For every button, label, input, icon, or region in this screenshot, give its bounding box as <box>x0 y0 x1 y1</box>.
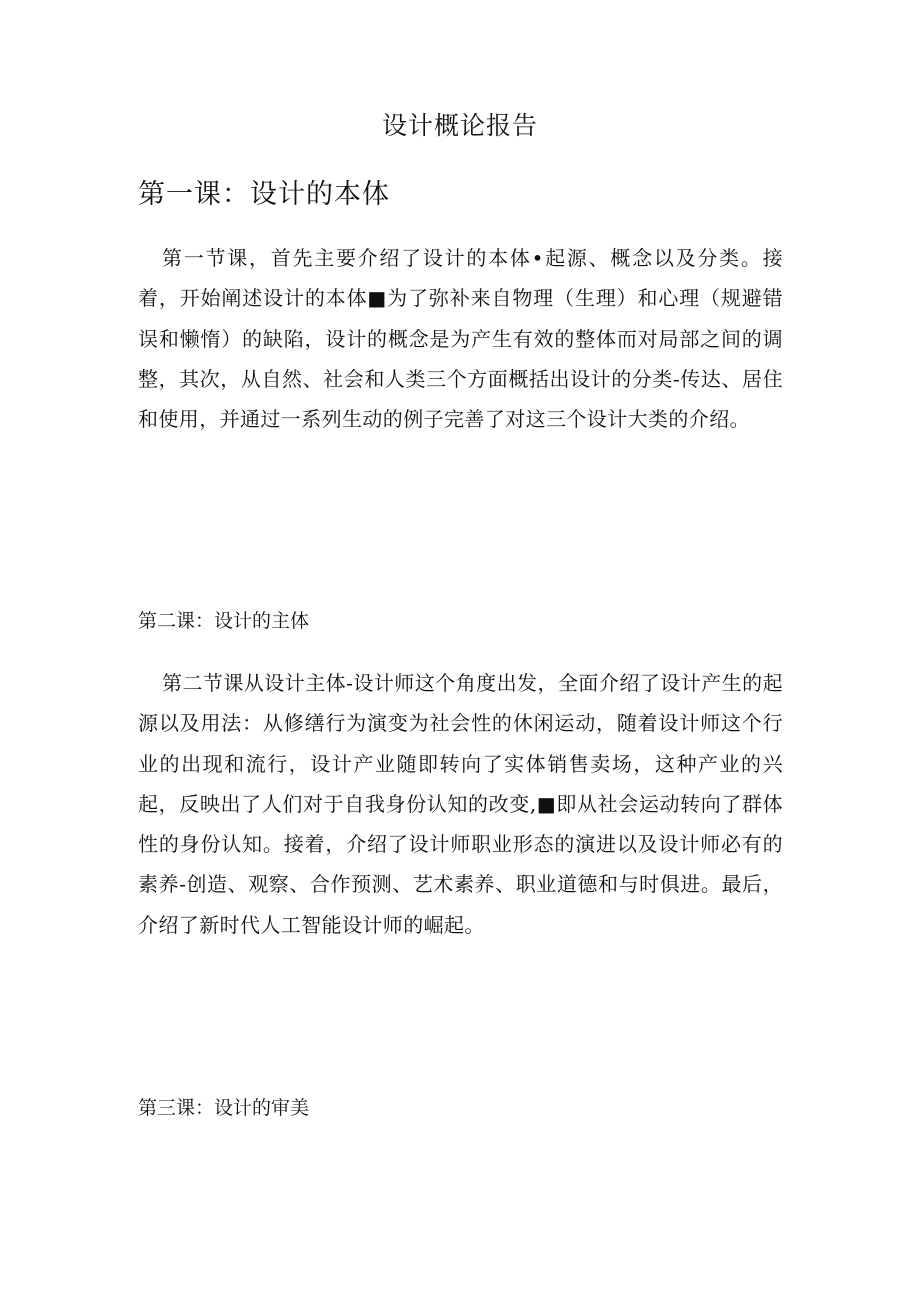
section-body-lesson-1: 第一节课，首先主要介绍了设计的本体•起源、概念以及分类。接着，开始阐述设计的本体■为了弥补来自物理（生理）和心理（规避错误和懒惰）的缺陷，设计的概念是为产生有效的整体而对局部之间的调整，其次，从自然、社会和人类三个方面概括出设计的分类-传达、居住和使用，并通过一系列生动的例子完善了对这三个设计大类的介绍。 <box>138 246 783 432</box>
section-heading-lesson-1: 第一课：设计的本体 <box>138 179 390 210</box>
section-heading-lesson-3: 第三课：设计的审美 <box>138 1097 310 1119</box>
document-title: 设计概论报告 <box>381 111 538 140</box>
section-heading-lesson-2: 第二课：设计的主体 <box>138 610 310 632</box>
section-body-lesson-2: 第二节课从设计主体-设计师这个角度出发，全面介绍了设计产生的起源以及用法：从修缮行为演变为社会性的休闲运动，随着设计师这个行业的出现和流行，设计产业随即转向了实体销售卖场，这种产业的兴起，反映出了人们对于自我身份认知的改变,■即从社会运动转向了群体性的身份认知。接着，介绍了设计师职业形态的演进以及设计师必有的素养-创造、观察、合作预测、艺术素养、职业道德和与时俱进。最后，介绍了新时代人工智能设计师的崛起。 <box>138 671 783 937</box>
